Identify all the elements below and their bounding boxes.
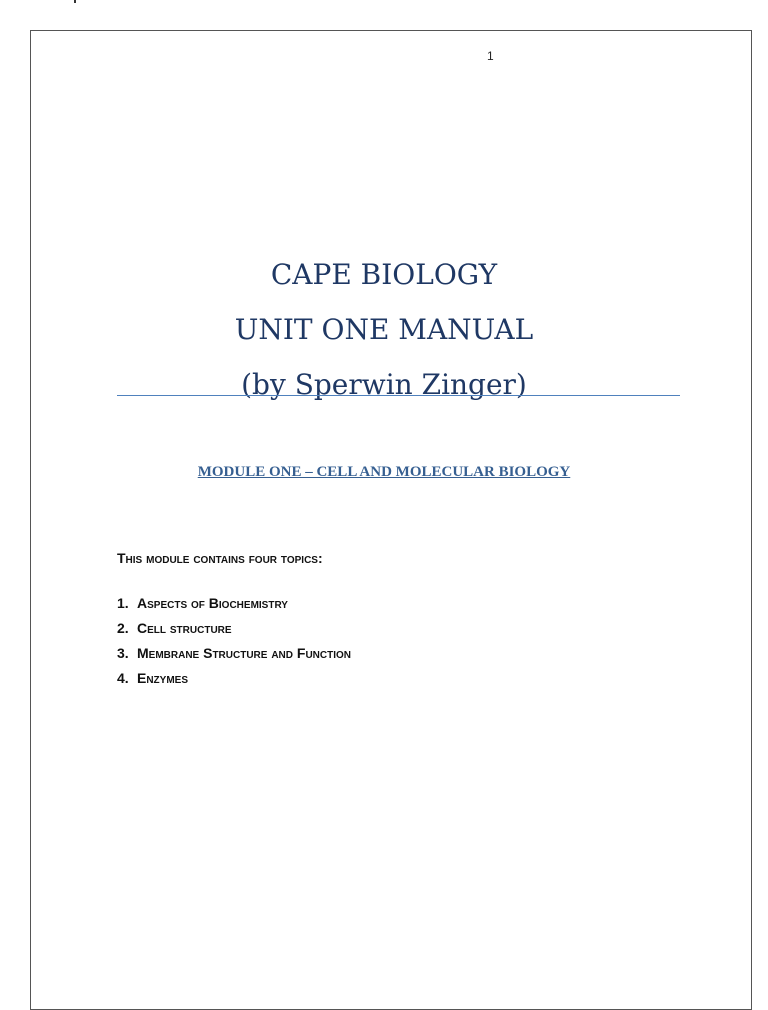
- item-number: 2.: [117, 620, 129, 636]
- item-number: 4.: [117, 670, 129, 686]
- item-label: Membrane Structure and Function: [137, 645, 351, 661]
- item-number: 1.: [117, 595, 129, 611]
- page-border: [30, 30, 752, 1010]
- module-heading: MODULE ONE – CELL AND MOLECULAR BIOLOGY: [197, 464, 571, 480]
- item-label: Enzymes: [137, 670, 189, 686]
- title-line-1: CAPE BIOLOGY: [270, 258, 498, 291]
- title-divider: [117, 395, 680, 396]
- title-line-2: UNIT ONE MANUAL: [234, 313, 534, 346]
- item-label: Cell structure: [137, 620, 232, 636]
- item-label: Aspects of Biochemistry: [137, 595, 288, 611]
- list-item: [117, 620, 351, 645]
- page-number: 1: [487, 49, 494, 63]
- document-title: [0, 247, 768, 412]
- list-item: [117, 670, 351, 695]
- list-item: [117, 645, 351, 670]
- stray-mark: [74, 0, 76, 3]
- topic-list: [117, 595, 351, 695]
- title-line-3: (by Sperwin Zinger): [241, 368, 527, 401]
- list-item: [117, 595, 351, 620]
- item-number: 3.: [117, 645, 129, 661]
- intro-text: This module contains four topics:: [117, 550, 323, 566]
